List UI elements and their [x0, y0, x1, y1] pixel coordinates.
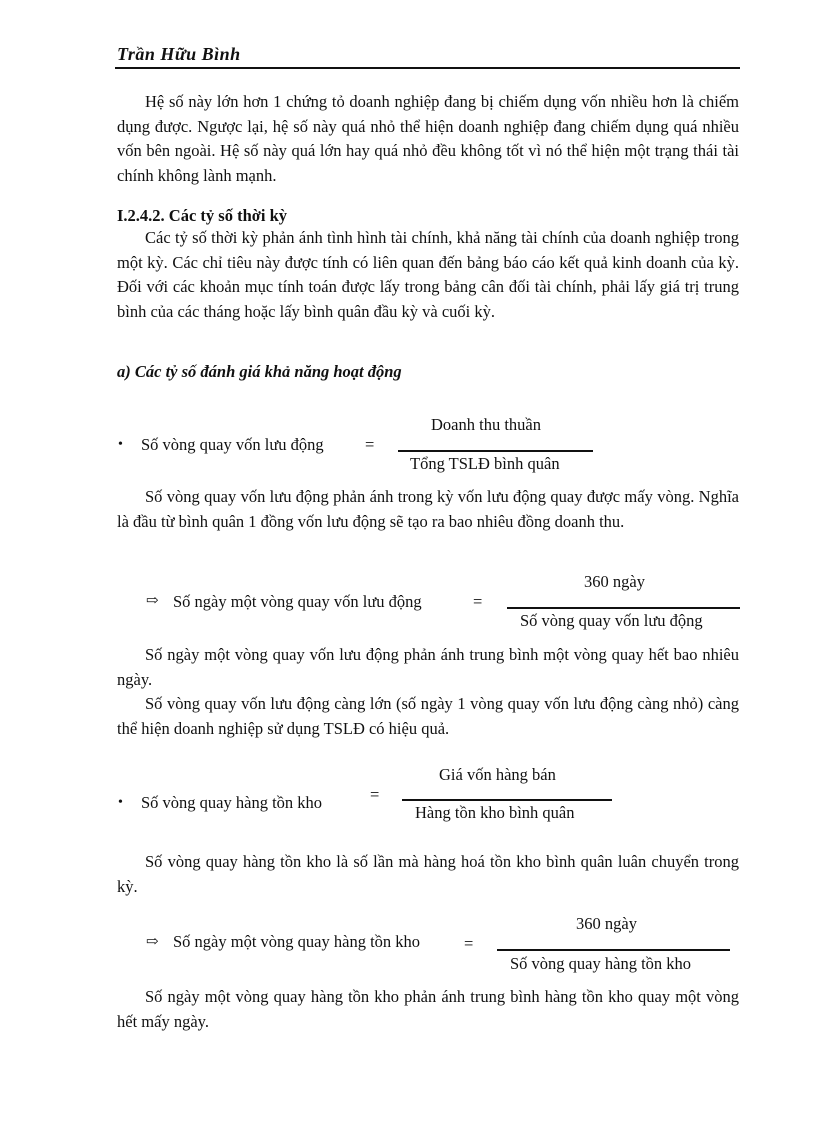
formula-label: Số ngày một vòng quay hàng tồn kho: [173, 932, 421, 951]
fraction-line: [402, 799, 612, 801]
formula-numerator: 360 ngày: [576, 914, 637, 933]
arrow-icon: ⇨: [146, 934, 159, 950]
formula-numerator: 360 ngày: [584, 572, 645, 591]
formula-numerator: Doanh thu thuần: [431, 415, 541, 434]
formula-equals: =: [464, 934, 474, 953]
fraction-line: [507, 607, 740, 609]
header-rule: [115, 67, 740, 69]
formula-label: Số vòng quay vốn lưu động: [141, 435, 324, 454]
formula-denominator: Hàng tồn kho bình quân: [415, 803, 575, 822]
paragraph-4: Số ngày một vòng quay vốn lưu động phản ánh trung bình một vòng quay hết bao nhiêu ngày.: [117, 645, 739, 689]
paragraph-6: Số vòng quay hàng tồn kho là số lần mà hàng hoá tồn kho bình quân luân chuyển trong kỳ.: [117, 852, 739, 896]
formula-denominator: Tổng TSLĐ bình quân: [410, 454, 560, 473]
fraction-line: [398, 450, 593, 452]
bullet-icon: •: [118, 437, 123, 452]
section-heading: I.2.4.2. Các tỷ số thời kỳ: [117, 206, 288, 225]
formula-equals: =: [370, 785, 380, 804]
paragraph-1: Hệ số này lớn hơn 1 chứng tỏ doanh nghiệp đang bị chiếm dụng vốn nhiều hơn là chiếm dụng được. Ngược lại, hệ số này quá nhỏ thể hiện doanh nghiệp đang chiếm dụng quá nhiều vốn bên ngoài. Hệ số này quá lớn hay quá nhỏ đều không tốt vì nó thể hiện một trạng thái tài chính không lành mạnh.: [117, 92, 739, 185]
formula-equals: =: [365, 435, 375, 454]
subheading-a: a) Các tỷ số đánh giá khả năng hoạt động: [117, 362, 402, 381]
header-author: Trần Hữu Bình: [117, 44, 241, 64]
formula-denominator: Số vòng quay vốn lưu động: [520, 611, 703, 630]
formula-denominator: Số vòng quay hàng tồn kho: [510, 954, 692, 973]
formula-label: Số ngày một vòng quay vốn lưu động: [173, 592, 422, 611]
arrow-icon: ⇨: [146, 593, 159, 609]
formula-label: Số vòng quay hàng tồn kho: [141, 793, 323, 812]
paragraph-7: Số ngày một vòng quay hàng tồn kho phản ánh trung bình hàng tồn kho quay một vòng hết mấy ngày.: [117, 987, 739, 1031]
paragraph-3: Số vòng quay vốn lưu động phản ánh trong kỳ vốn lưu động quay được mấy vòng. Nghĩa là đầu từ bình quân 1 đồng vốn lưu động sẽ tạo ra bao nhiêu đồng doanh thu.: [117, 487, 739, 531]
fraction-line: [497, 949, 730, 951]
formula-numerator: Giá vốn hàng bán: [439, 765, 556, 784]
bullet-icon: •: [118, 795, 123, 810]
paragraph-5: Số vòng quay vốn lưu động càng lớn (số ngày 1 vòng quay vốn lưu động càng nhỏ) càng thể hiện doanh nghiệp sử dụng TSLĐ có hiệu quả.: [117, 694, 739, 738]
paragraph-2: Các tỷ số thời kỳ phản ánh tình hình tài chính, khả năng tài chính của doanh nghiệp trong một kỳ. Các chỉ tiêu này được tính có liên quan đến bảng báo cáo kết quả kinh doanh của kỳ. Đối với các khoản mục tính toán được lấy trong bảng cân đối tài chính, phải lấy giá trị trung bình của các tháng hoặc lấy bình quân đầu kỳ và cuối kỳ.: [117, 228, 739, 321]
formula-equals: =: [473, 592, 483, 611]
